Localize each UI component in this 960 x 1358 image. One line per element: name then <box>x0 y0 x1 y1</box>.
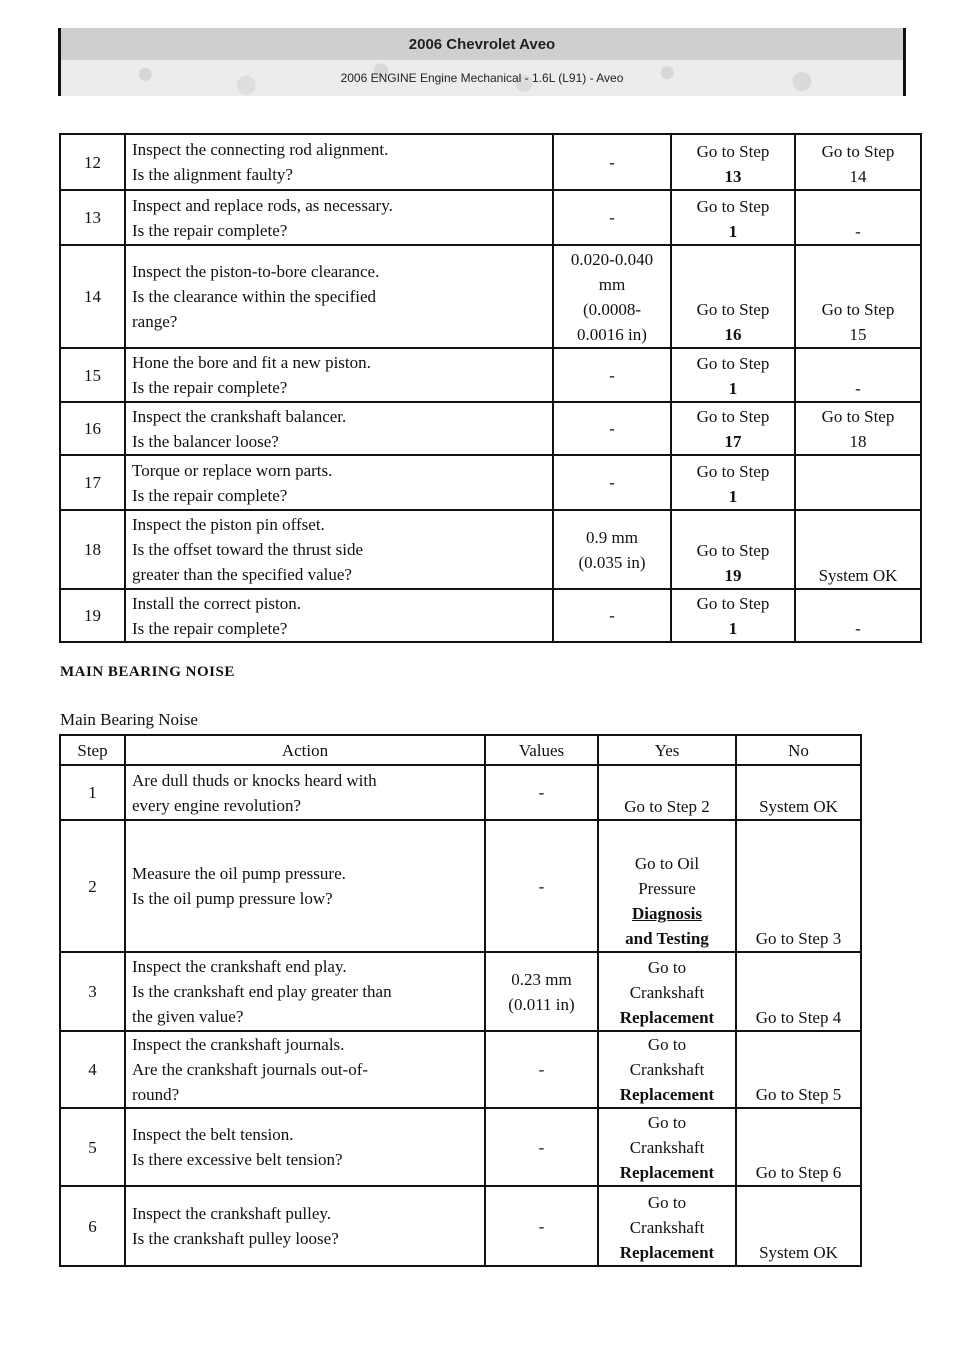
col-header-action: Action <box>125 735 485 765</box>
step-cell: 6 <box>60 1186 125 1266</box>
cell-line: Measure the oil pump pressure. <box>132 864 346 883</box>
col-header-no: No <box>736 735 861 765</box>
values-cell <box>553 134 671 190</box>
cell-line: Go to Step <box>696 462 770 481</box>
cell-line: Hone the bore and fit a new piston. <box>132 353 371 372</box>
col-header-yes: Yes <box>598 735 736 765</box>
no-cell <box>795 455 921 510</box>
cell-line: - <box>609 419 615 438</box>
step-cell: 12 <box>60 134 125 190</box>
cell-line: - <box>609 152 615 172</box>
cell-line: 16 <box>724 325 742 344</box>
values-cell <box>553 245 671 348</box>
values-cell <box>553 402 671 455</box>
step-cell: 19 <box>60 589 125 642</box>
table-row <box>60 510 921 589</box>
no-cell <box>795 348 921 402</box>
cell-line: Inspect the piston pin offset. <box>132 515 325 534</box>
col-header-values: Values <box>485 735 598 765</box>
cell-line: Go to Step <box>696 197 770 216</box>
cell-line: Go to Step 3 <box>755 929 842 948</box>
table-row <box>60 765 861 820</box>
table-row <box>60 952 861 1031</box>
cell-line: Go to Step 6 <box>755 1163 842 1182</box>
cell-line: Go to Step <box>821 407 895 426</box>
yes-cell <box>598 820 736 952</box>
yes-cell <box>598 765 736 820</box>
cell-line: the given value? <box>132 1007 244 1026</box>
cell-line: Go to <box>647 1193 687 1212</box>
cell-line: - <box>609 365 615 385</box>
values-cell <box>485 765 598 820</box>
values-cell <box>553 455 671 510</box>
action-cell <box>125 134 553 190</box>
values-cell <box>553 510 671 589</box>
cell-line: System OK <box>818 566 898 585</box>
no-cell <box>736 820 861 952</box>
yes-cell <box>671 455 795 510</box>
step-cell: 4 <box>60 1031 125 1108</box>
cell-line: Diagnosis <box>632 904 702 923</box>
cell-line: - <box>855 619 861 638</box>
cell-line: Replacement <box>619 1085 715 1104</box>
cell-line: 14 <box>849 167 867 186</box>
cell-line: range? <box>132 312 178 331</box>
yes-cell <box>671 348 795 402</box>
cell-line: and Testing <box>625 929 709 948</box>
cell-line: Is the clearance within the specified <box>132 287 377 306</box>
step-cell: 18 <box>60 510 125 589</box>
cell-line: 0.9 mm <box>586 527 638 547</box>
table-row <box>60 402 921 455</box>
no-cell <box>795 510 921 589</box>
cell-line: Go to Step <box>696 354 770 373</box>
cell-line: Go to <box>647 1113 687 1132</box>
cell-line: Is there excessive belt tension? <box>132 1150 343 1169</box>
values-cell <box>485 952 598 1031</box>
cell-line: Are dull thuds or knocks heard with <box>132 770 377 790</box>
yes-cell <box>671 402 795 455</box>
cell-line: Is the offset toward the thrust side <box>132 540 364 559</box>
table1-body <box>60 134 921 642</box>
cell-line: System OK <box>759 1243 838 1262</box>
cell-line: 1 <box>728 222 738 241</box>
cell-line: Go to Step <box>696 142 770 161</box>
action-cell <box>125 1031 485 1108</box>
cell-line: Go to Step 2 <box>624 797 710 816</box>
table-row <box>60 820 861 952</box>
cell-line: Crankshaft <box>629 1138 705 1157</box>
cell-line: - <box>609 606 615 625</box>
cell-line: 13 <box>724 167 742 186</box>
cell-line: - <box>538 783 545 802</box>
cell-line: Replacement <box>619 1163 715 1182</box>
table-connecting-rod-steps <box>59 133 922 643</box>
cell-line: 0.23 mm <box>511 969 572 989</box>
cell-line: Go to Step <box>696 407 770 426</box>
action-cell <box>125 190 553 245</box>
cell-line: - <box>538 1137 545 1157</box>
action-cell <box>125 510 553 589</box>
action-cell <box>125 765 485 820</box>
cell-line: Install the correct piston. <box>132 593 302 613</box>
cell-line: Torque or replace worn parts. <box>132 460 333 480</box>
step-cell: 3 <box>60 952 125 1031</box>
step-cell: 15 <box>60 348 125 402</box>
cell-line: Replacement <box>619 1243 715 1262</box>
action-cell <box>125 245 553 348</box>
table-caption: Main Bearing Noise <box>60 710 198 729</box>
cell-line: System OK <box>759 797 838 816</box>
col-header-step: Step <box>60 735 125 765</box>
cell-line: Inspect the belt tension. <box>132 1125 294 1144</box>
cell-line: every engine revolution? <box>132 795 301 815</box>
no-cell <box>795 402 921 455</box>
step-cell: 2 <box>60 820 125 952</box>
cell-line: Go to Step <box>696 300 770 319</box>
yes-cell <box>671 190 795 245</box>
cell-line: - <box>609 208 615 227</box>
cell-line: Inspect the connecting rod alignment. <box>132 140 389 159</box>
cell-line: 19 <box>724 566 742 585</box>
cell-line: - <box>538 1060 545 1079</box>
values-cell <box>485 1108 598 1186</box>
cell-line: - <box>538 876 545 896</box>
step-cell: 1 <box>60 765 125 820</box>
cell-line: (0.011 in) <box>508 994 575 1014</box>
table-row <box>60 245 921 348</box>
cell-line: Inspect the piston-to-bore clearance. <box>132 262 380 281</box>
cell-line: - <box>538 1216 545 1236</box>
cell-line: Inspect and replace rods, as necessary. <box>132 195 393 215</box>
cell-line: Go to Step 4 <box>755 1008 842 1027</box>
no-cell <box>736 765 861 820</box>
cell-line: greater than the specified value? <box>132 565 352 584</box>
step-cell: 16 <box>60 402 125 455</box>
cell-line: Is the repair complete? <box>132 378 288 397</box>
cell-line: 1 <box>728 379 738 398</box>
cell-line: Is the repair complete? <box>132 485 288 505</box>
no-cell <box>795 190 921 245</box>
cell-line: Go to Step 5 <box>755 1085 842 1104</box>
cell-line: Go to Step <box>696 541 770 560</box>
document-header <box>58 28 906 96</box>
cell-line: 18 <box>849 432 867 451</box>
cell-line: Inspect the crankshaft pulley. <box>132 1204 332 1223</box>
table-header-row <box>60 735 861 765</box>
values-cell <box>553 190 671 245</box>
yes-cell <box>671 134 795 190</box>
cell-line: - <box>609 473 615 492</box>
cell-line: (0.035 in) <box>578 552 646 572</box>
cell-line: 17 <box>724 432 742 451</box>
cell-line: Replacement <box>619 1008 715 1027</box>
cell-line: Is the alignment faulty? <box>132 165 293 184</box>
cell-line: round? <box>132 1085 180 1104</box>
cell-line: 1 <box>728 619 738 638</box>
step-cell: 13 <box>60 190 125 245</box>
yes-cell <box>598 952 736 1031</box>
cell-line: Go to Step <box>696 594 770 613</box>
table2-body <box>60 765 861 1266</box>
values-cell <box>553 589 671 642</box>
cell-line: Crankshaft <box>629 1218 705 1237</box>
section-heading: MAIN BEARING NOISE <box>60 664 235 680</box>
step-cell: 17 <box>60 455 125 510</box>
cell-line: Is the crankshaft end play greater than <box>132 982 392 1001</box>
cell-line: Inspect the crankshaft end play. <box>132 957 347 976</box>
action-cell <box>125 1108 485 1186</box>
cell-line: Inspect the crankshaft journals. <box>132 1035 345 1054</box>
cell-line: 0.020-0.040 <box>570 249 654 269</box>
no-cell <box>736 952 861 1031</box>
cell-line: Go to Oil <box>634 854 700 873</box>
table-row <box>60 455 921 510</box>
cell-line: - <box>855 222 861 241</box>
action-cell <box>125 348 553 402</box>
table-row <box>60 190 921 245</box>
no-cell <box>736 1031 861 1108</box>
table-main-bearing-noise <box>59 734 862 1267</box>
values-cell <box>485 1186 598 1266</box>
no-cell <box>795 245 921 348</box>
cell-line: Are the crankshaft journals out-of- <box>132 1060 369 1079</box>
action-cell <box>125 589 553 642</box>
no-cell <box>736 1186 861 1266</box>
no-cell <box>795 589 921 642</box>
yes-cell <box>671 510 795 589</box>
action-cell <box>125 952 485 1031</box>
cell-line: Is the oil pump pressure low? <box>132 889 333 908</box>
values-cell <box>553 348 671 402</box>
cell-line: Is the balancer loose? <box>132 431 279 451</box>
cell-line: Pressure <box>638 879 696 898</box>
cell-line: 0.0016 in) <box>577 324 647 344</box>
cell-line: Inspect the crankshaft balancer. <box>132 406 347 426</box>
cell-line: Go to <box>647 958 687 977</box>
table-row <box>60 1108 861 1186</box>
cell-line: Go to <box>647 1035 687 1054</box>
cell-line: Is the repair complete? <box>132 618 288 638</box>
action-cell <box>125 402 553 455</box>
cell-line: 15 <box>849 325 867 344</box>
cell-line: Go to Step <box>821 300 895 319</box>
cell-line: mm <box>598 274 626 294</box>
values-cell <box>485 820 598 952</box>
table-row <box>60 134 921 190</box>
cell-line: Is the repair complete? <box>132 220 288 240</box>
no-cell <box>736 1108 861 1186</box>
action-cell <box>125 1186 485 1266</box>
cell-line: - <box>855 379 861 398</box>
document-title: 2006 Chevrolet Aveo <box>61 28 903 60</box>
cell-line: (0.0008- <box>582 299 642 319</box>
cell-line: 1 <box>728 487 738 506</box>
table-row <box>60 348 921 402</box>
document-subtitle: 2006 ENGINE Engine Mechanical - 1.6L (L91) - Aveo <box>61 60 903 96</box>
step-cell: 14 <box>60 245 125 348</box>
action-cell <box>125 820 485 952</box>
cell-line: Crankshaft <box>629 1060 705 1079</box>
step-cell: 5 <box>60 1108 125 1186</box>
yes-cell <box>671 589 795 642</box>
cell-line: Go to Step <box>821 142 895 161</box>
yes-cell <box>598 1108 736 1186</box>
no-cell <box>795 134 921 190</box>
values-cell <box>485 1031 598 1108</box>
table-row <box>60 589 921 642</box>
action-cell <box>125 455 553 510</box>
cell-line: Crankshaft <box>629 983 705 1002</box>
yes-cell <box>598 1186 736 1266</box>
yes-cell <box>598 1031 736 1108</box>
table-row <box>60 1031 861 1108</box>
yes-cell <box>671 245 795 348</box>
table-row <box>60 1186 861 1266</box>
cell-line: Is the crankshaft pulley loose? <box>132 1229 339 1248</box>
